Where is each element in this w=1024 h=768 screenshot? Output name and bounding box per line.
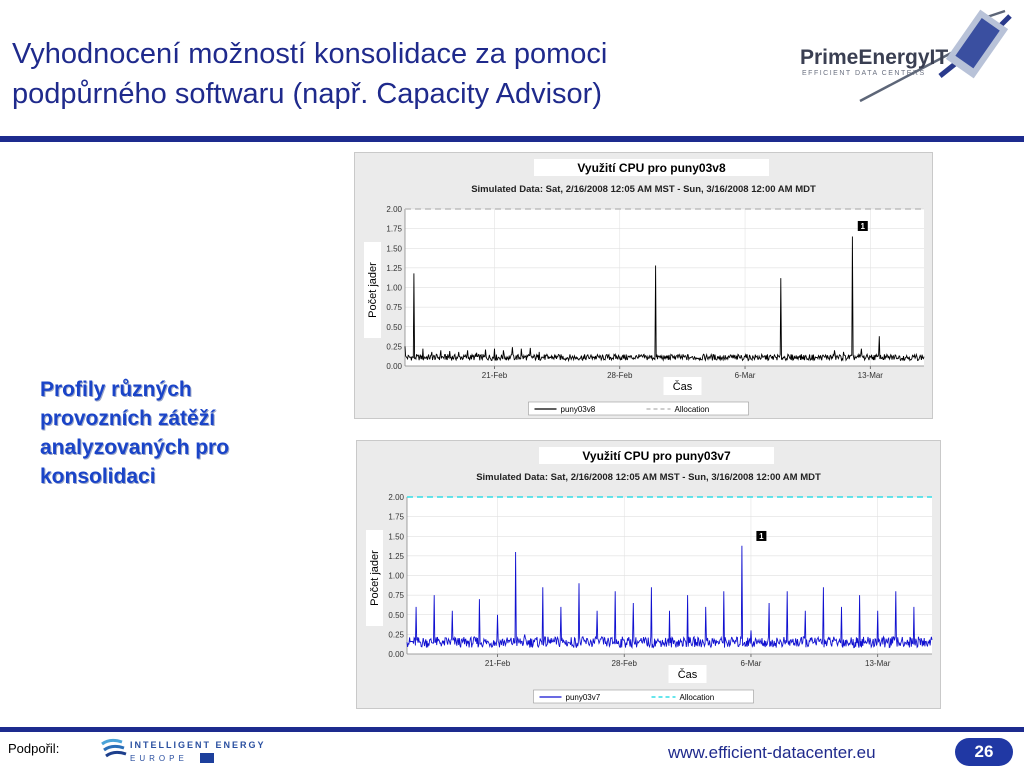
footer-label: Podpořil: [8, 741, 60, 756]
y-tick-label: 0.00 [386, 362, 402, 371]
y-tick-label: 1.00 [386, 283, 402, 293]
chart-panel-puny03v7 [356, 440, 941, 709]
x-tick-label: 13-Mar [865, 659, 891, 668]
chart-puny03v8 [355, 153, 932, 418]
x-tick-label: 6-Mar [734, 371, 756, 380]
website-link[interactable]: www.efficient-datacenter.eu [668, 743, 876, 762]
logo-name-text: PrimeEnergyIT [800, 46, 949, 69]
y-tick-label: 0.00 [388, 650, 404, 659]
chart-panel-puny03v8 [354, 152, 933, 419]
legend-label-series: puny03v8 [560, 405, 596, 414]
primeenergyit-logo [790, 6, 1015, 116]
chart-subtitle: Simulated Data: Sat, 2/16/2008 12:05 AM MST - Sun, 3/16/2008 12:00 AM MDT [471, 184, 816, 195]
y-tick-label: 2.00 [386, 205, 402, 214]
y-tick-label: 0.50 [388, 610, 404, 620]
y-tick-label: 0.75 [388, 591, 404, 601]
y-tick-label: 1.00 [388, 571, 404, 581]
y-tick-label: 0.75 [386, 303, 402, 313]
sponsor-line1: INTELLIGENT ENERGY [130, 740, 266, 750]
page-number-badge: 26 [955, 738, 1013, 766]
y-tick-label: 2.00 [388, 493, 404, 502]
chart-marker-label: 1 [860, 221, 866, 231]
x-tick-label: 28-Feb [611, 659, 637, 668]
chart-label-title: Využití CPU pro puny03v8 [577, 161, 726, 175]
legend-label-allocation: Allocation [679, 693, 715, 702]
x-tick-label: 21-Feb [481, 371, 508, 380]
y-axis-label: Počet jader [369, 550, 381, 606]
intelligent-energy-europe-logo [100, 736, 300, 766]
chart-label-title: Využití CPU pro puny03v7 [582, 449, 731, 463]
side-caption: Profily různých provozních zátěží analyzovaných pro konsolidaci [40, 378, 230, 488]
footer-divider [0, 727, 1024, 732]
y-tick-label: 1.25 [386, 263, 402, 273]
y-tick-label: 1.50 [388, 532, 404, 542]
chart-puny03v7 [357, 441, 940, 708]
y-tick-label: 0.50 [386, 322, 402, 332]
header-divider [0, 136, 1024, 142]
slide-title: Vyhodnocení možností konsolidace za pomoci podpůrného softwaru (např. Capacity Advisor) [12, 38, 608, 110]
y-tick-label: 1.50 [386, 244, 402, 254]
y-tick-label: 1.75 [388, 512, 404, 522]
eu-flag-icon [200, 753, 214, 763]
chart-subtitle: Simulated Data: Sat, 2/16/2008 12:05 AM MST - Sun, 3/16/2008 12:00 AM MDT [476, 472, 821, 483]
legend-label-series: puny03v7 [565, 693, 601, 702]
y-tick-label: 1.25 [388, 551, 404, 561]
sponsor-line2: EUROPE [130, 754, 188, 763]
x-axis-label: Čas [677, 669, 698, 681]
x-tick-label: 13-Mar [857, 371, 883, 380]
y-axis-label: Počet jader [367, 262, 379, 318]
chart-marker-label: 1 [759, 531, 764, 541]
x-tick-label: 6-Mar [740, 659, 762, 668]
legend-label-allocation: Allocation [674, 405, 710, 414]
logo-tagline-text: EFFICIENT DATA CENTERS [802, 70, 926, 77]
x-axis-label: Čas [672, 381, 693, 393]
y-tick-label: 0.25 [386, 342, 402, 352]
x-tick-label: 21-Feb [484, 659, 511, 668]
x-tick-label: 28-Feb [607, 371, 633, 380]
y-tick-label: 1.75 [386, 224, 402, 234]
y-tick-label: 0.25 [388, 630, 404, 640]
